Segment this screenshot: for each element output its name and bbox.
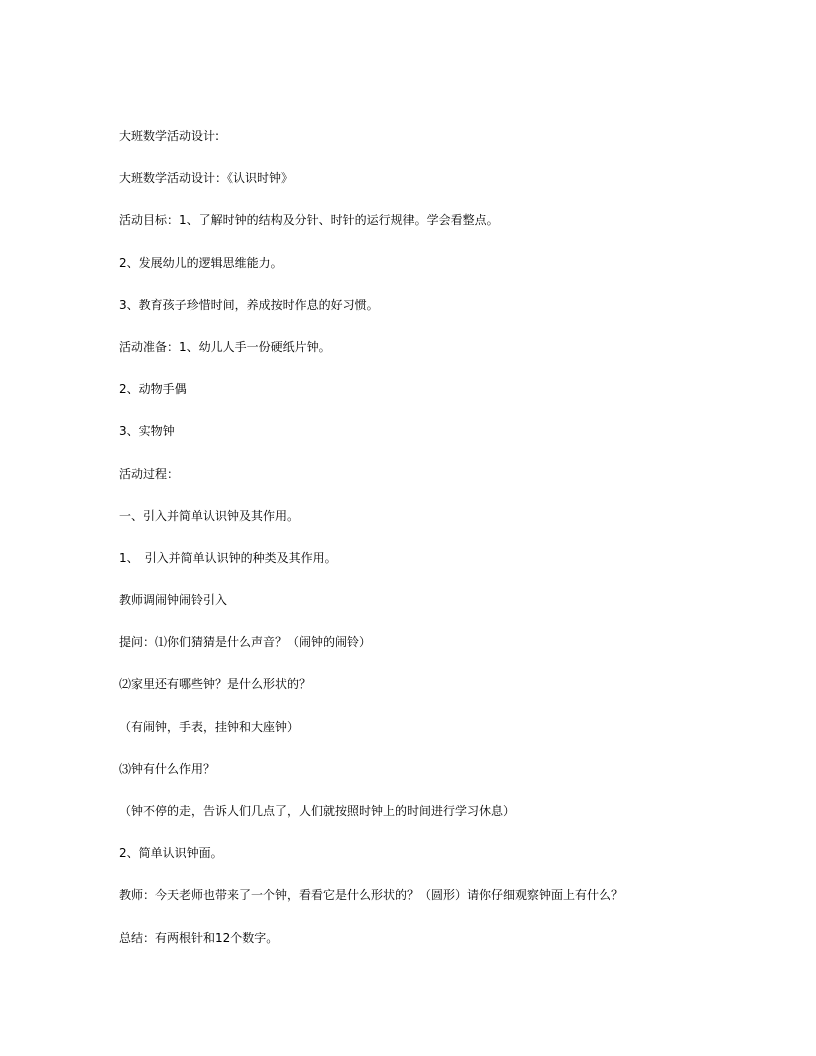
teacher-clock-line: 教师：今天老师也带来了一个钟，看看它是什么形状的？（圆形）请你仔细观察钟面上有什么？ <box>119 888 624 903</box>
question-1: 提问：⑴你们猜猜是什么声音？（闹钟的闹铃） <box>119 635 372 650</box>
document-heading: 大班数学活动设计: <box>119 129 220 143</box>
answer-2: （有闹钟，手表，挂钟和大座钟） <box>119 719 300 734</box>
activity-prep-1: 活动准备：1、幼儿人手一份硬纸片钟。 <box>119 339 331 354</box>
teacher-intro-line: 教师调闹钟闹铃引入 <box>119 593 228 608</box>
activity-prep-3: 3、实物钟 <box>119 424 175 439</box>
answer-3: （钟不停的走，告诉人们几点了，人们就按照时钟上的时间进行学习休息） <box>119 804 516 818</box>
activity-goal-3: 3、教育孩子珍惜时间，养成按时作息的好习惯。 <box>119 297 379 312</box>
activity-prep-2: 2、动物手偶 <box>119 382 187 397</box>
activity-process-heading: 活动过程： <box>119 466 180 481</box>
activity-title: 大班数学活动设计：《认识时钟》 <box>119 171 294 186</box>
document-body <box>119 126 719 970</box>
summary-line: 总结：有两根针和12个数字。 <box>119 930 279 945</box>
question-3: ⑶钟有什么作用？ <box>119 761 216 776</box>
question-2: ⑵家里还有哪些钟？是什么形状的？ <box>119 677 312 692</box>
activity-goal-1: 活动目标：1、了解时钟的结构及分针、时针的运行规律。学会看整点。 <box>119 213 499 228</box>
section-one-heading: 一、引入并简单认识钟及其作用。 <box>119 508 300 523</box>
activity-goal-2: 2、发展幼儿的逻辑思维能力。 <box>119 255 283 270</box>
step-1-heading: 1、 引入并简单认识钟的种类及其作用。 <box>119 550 337 565</box>
step-2-heading: 2、简单认识钟面。 <box>119 846 223 861</box>
